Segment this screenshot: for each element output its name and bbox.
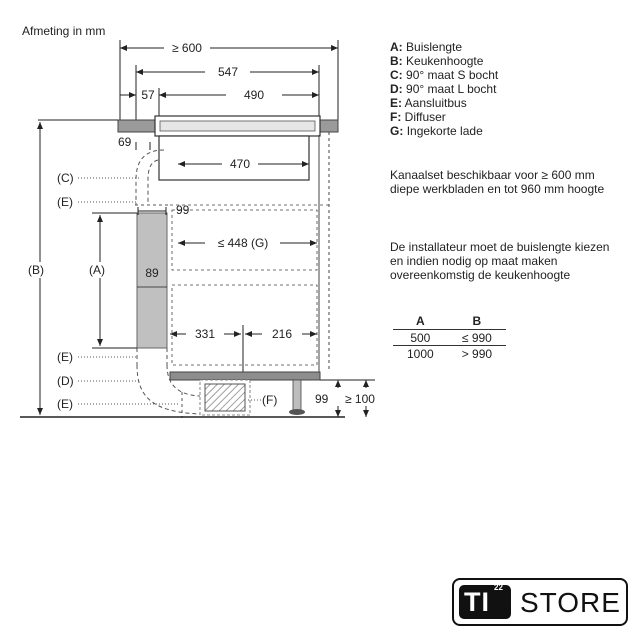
callout-A: (A) [89, 263, 105, 277]
table-row [393, 346, 506, 362]
length-height-table [393, 314, 506, 361]
callout-C: (C) [57, 171, 74, 185]
table-cell: 500 [393, 330, 448, 346]
logo-badge: TI [459, 585, 511, 619]
dim-offset-69: 69 [118, 135, 132, 149]
dim-offset-57: 57 [141, 88, 155, 102]
top-dimensions [120, 40, 338, 120]
legend-item-g: G: Ingekorte lade [390, 124, 483, 138]
dim-cutout-547: 547 [217, 65, 239, 79]
logo-number: 22 [494, 583, 503, 592]
legend-item-d: D: 90° maat L bocht [390, 82, 497, 96]
unit-note: Afmeting in mm [22, 24, 106, 38]
legend [390, 40, 630, 138]
callout-E-mid: (E) [57, 350, 73, 364]
logo-wordmark: STORE [520, 587, 621, 618]
callout-D: (D) [57, 374, 74, 388]
callout-F: (F) [262, 393, 278, 407]
dim-plinth-99: 99 [315, 392, 329, 406]
table-cell: 1000 [407, 347, 434, 361]
legend-item-a: A: Buislengte [390, 40, 463, 54]
worktop [118, 116, 338, 136]
dim-width-490: 490 [243, 88, 265, 102]
callout-B: (B) [28, 263, 44, 277]
dim-unit-470: 470 [229, 157, 251, 171]
legend-item-f: F: Diffuser [390, 110, 446, 124]
table-cell: ≤ 990 [448, 330, 506, 346]
callout-leaders [78, 178, 262, 404]
callout-E-bottom: (E) [57, 397, 73, 411]
legend-item-b: B: Keukenhoogte [390, 54, 484, 68]
dim-plinth-100: ≥ 100 [345, 392, 375, 406]
channel-set-note: Kanaalset beschikbaar voor ≥ 600 mm diepe werkbladen en tot 960 mm hoogte [390, 168, 605, 196]
installer-note: De installateur moet de buislengte kiezen en indien nodig op maat maken overeenkomstig de keukenhoogte [390, 240, 610, 282]
store-logo [452, 578, 628, 626]
table-header-b: B [448, 314, 506, 330]
dim-total-depth: ≥ 600 [172, 41, 202, 55]
dim-bottom-216: 216 [271, 327, 293, 341]
dim-duct-89: 89 [145, 266, 159, 280]
dim-bottom-331: 331 [194, 327, 216, 341]
legend-item-c: C: 90° maat S bocht [390, 68, 499, 82]
left-dimensions [38, 120, 137, 415]
dim-gap-99-top: 99 [176, 203, 190, 217]
table-header-a: A [393, 314, 448, 330]
legend-item-e: E: Aansluitbus [390, 96, 467, 110]
table-row [393, 330, 506, 346]
dim-drawer-448: ≤ 448 (G) [217, 236, 269, 250]
callout-E-top: (E) [57, 195, 73, 209]
plinth-base [170, 372, 320, 415]
table-cell: > 990 [461, 347, 493, 361]
